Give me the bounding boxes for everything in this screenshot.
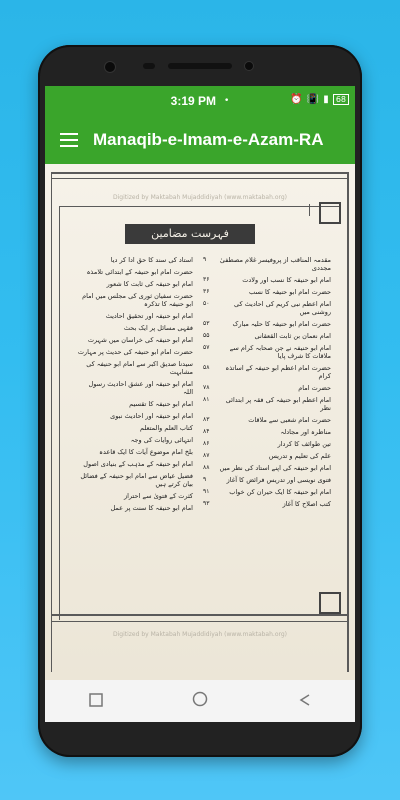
toc-entry-title: حضرت امام ابو حنیفہ کا حلیہ مبارک [232, 320, 331, 328]
back-icon [297, 693, 311, 707]
toc-entry-page: ۹۳ [203, 500, 210, 507]
home-icon [192, 691, 208, 707]
book-page [45, 164, 355, 680]
toc-entry-title: امام ابو حنیفہ اور عشق احادیث رسول اللہ [88, 380, 193, 396]
toc-entry-title: امام ابو حنیفہ کی خراسان میں شہرت [87, 336, 193, 344]
toc-entry-title: فقہی مسائل پر ایک بحث [123, 324, 193, 332]
toc-title: فہرست مضامین [125, 224, 255, 244]
toc-entry-title: امام نعمان بن ثابت القعقانی [254, 332, 331, 340]
toc-entry-title: کتب اصلاح کا آغاز [282, 500, 331, 508]
toc-entry [65, 380, 193, 396]
toc-entry [203, 384, 331, 392]
toc-entry-title: حضرت امام ابو حنیفہ کا نسب [248, 288, 331, 296]
toc-entry-title: فتوی نویسی اور تدریس فرائض کا آغاز [226, 476, 331, 484]
toc-entry [65, 348, 193, 356]
toc-entry-page: ۳۶ [203, 276, 210, 283]
toc-entry-page: ۸۷ [203, 452, 210, 459]
front-camera [104, 61, 116, 73]
toc-entry-title: امام ابو حنیفہ کی ثابت کا شعور [106, 280, 193, 288]
toc-entry [65, 256, 193, 264]
toc-left-column [65, 256, 193, 516]
toc-entry-page: ۸۱ [203, 396, 210, 403]
status-icons [290, 94, 349, 105]
corner-ornament-top [319, 202, 341, 224]
toc-entry-page: ۵۳ [203, 320, 210, 327]
toc-entry [203, 332, 331, 340]
toc-entry [203, 488, 331, 496]
toc-entry [203, 428, 331, 436]
toc-entry [65, 448, 193, 456]
toc-entry [65, 292, 193, 308]
toc-entry-title: مقدمہ المناقب از پروفیسر غلام مصطفیٰ مجددی [219, 256, 331, 272]
toc-entry-page: ۵۰ [203, 300, 210, 307]
toc-entry-title: امام ابو حنیفہ کا نسب اور ولادت [242, 276, 331, 284]
app-title: Manaqib-e-Imam-e-Azam-RA [93, 130, 324, 149]
toc-entry-title: حضرت سفیان ثوری کی مجلس میں امام ابو حنیفہ کا تذکرہ [82, 292, 193, 308]
toc-entry [65, 412, 193, 420]
frame-notch [309, 204, 310, 216]
frame-left-line [51, 172, 52, 672]
toc-entry-title: امام اعظم ابو حنیفہ کی فقہ پر ابتدائی نظر [225, 396, 331, 412]
system-nav-bar [45, 680, 355, 722]
frame-inner-top-line [59, 206, 341, 207]
toc-entry-page: ۹ [203, 476, 207, 483]
toc-entry [203, 320, 331, 328]
toc-entry-title: علم کی تعلیم و تدریس [268, 452, 331, 460]
toc-entry-title: امام ابو حنیفہ کے مذہب کے بنیادی اصول [83, 460, 193, 468]
book-page-viewer[interactable] [45, 164, 355, 680]
toc-entry [65, 400, 193, 408]
toc-entry-page: ۹ [203, 256, 207, 263]
toc-entry-page: ۵۸ [203, 364, 210, 371]
toc-entry [203, 256, 331, 272]
sensor [143, 63, 155, 69]
home-button[interactable] [192, 691, 208, 711]
toc-entry [65, 324, 193, 332]
frame-bottom-line [51, 614, 349, 616]
toc-entry-page: ۳۶ [203, 288, 210, 295]
earpiece [168, 63, 232, 69]
toc-entry [65, 312, 193, 320]
toc-entry-title: حضرت امام اعظم ابو حنیفہ کے اساتذہ کرام [225, 364, 331, 380]
toc-entry-title: امام ابو حنیفہ کا تقسیم [129, 400, 193, 408]
toc-entry-page: ۵۵ [203, 332, 210, 339]
toc-entry [65, 336, 193, 344]
toc-entry [65, 268, 193, 276]
toc-entry-title: فضیل عیاض سے امام ابو حنیفہ کے فضائل بیان کرتے ہیں [80, 472, 193, 488]
toc-entry-title: امام ابو حنیفہ اور احادیث نبوی [110, 412, 193, 420]
frame-inner-left-line [59, 206, 60, 620]
toc-entry [203, 364, 331, 380]
toc-entry-title: سیدنا صدیق اکبر سے امام ابو حنیفہ کی مشابہت [86, 360, 193, 376]
toc-entry-title: تین طوائف کا کردار [277, 440, 331, 448]
status-bar [45, 86, 355, 116]
toc-entry [65, 424, 193, 432]
toc-entry [203, 276, 331, 284]
toc-entry-page: ۷۸ [203, 384, 210, 391]
frame-right-line [347, 172, 349, 672]
toc-entry-title: امام ابو حنیفہ نے جن صحابہ کرام سے ملاقات کا شرف پایا [229, 344, 331, 360]
toc-entry-title: استاد کی سند کا حق ادا کر دیا [110, 256, 193, 264]
alarm-icon: ⏰ [290, 94, 303, 105]
toc-entry [203, 464, 331, 472]
proximity-sensor [244, 61, 254, 71]
toc-entry [65, 436, 193, 444]
status-dot: • [224, 96, 230, 106]
toc-entry-page: ۵۷ [203, 344, 210, 351]
toc-entry-title: امام ابو حنیفہ کا سنت پر عمل [110, 504, 193, 512]
toc-entry [65, 472, 193, 488]
signal-icon: ▮ [323, 94, 329, 105]
toc-entry [203, 440, 331, 448]
corner-ornament-bottom [319, 592, 341, 614]
toc-entry [203, 476, 331, 484]
toc-entry-page: ۸۸ [203, 464, 210, 471]
toc-entry [203, 500, 331, 508]
frame-top-line-2 [51, 178, 349, 179]
toc-entry-title: مناظرہ اور مجادلہ [280, 428, 331, 436]
recent-apps-button[interactable] [89, 692, 103, 711]
toc-entry-page: ۸۳ [203, 416, 210, 423]
toc-entry [203, 344, 331, 360]
status-time: 3:19 PM [170, 94, 217, 108]
hamburger-menu-button[interactable] [45, 133, 93, 147]
watermark-top: Digitized by Maktabah Mujaddidiyah (www.maktabah.org) [113, 194, 287, 201]
toc-entry [203, 300, 331, 316]
toc-entry-page: ۸۴ [203, 428, 210, 435]
toc-entry-title: امام ابو حنیفہ اور تحقیق احادیث [105, 312, 193, 320]
toc-entry-title: امام ابو حنیفہ کا ایک حیران کن خواب [229, 488, 331, 496]
toc-entry [65, 360, 193, 376]
toc-entry-title: حضرت امام [298, 384, 331, 392]
toc-entry [65, 492, 193, 500]
recent-apps-icon [89, 693, 103, 707]
watermark-bottom: Digitized by Maktabah Mujaddidiyah (www.maktabah.org) [113, 631, 287, 638]
toc-entry [203, 452, 331, 460]
toc-entry-page: ۸۶ [203, 440, 210, 447]
toc-entry-title: حضرت امام ابو حنیفہ کی حدیث پر مہارت [77, 348, 193, 356]
toc-entry [203, 288, 331, 296]
frame-bottom-line-2 [51, 621, 349, 622]
toc-entry-title: حضرت امام شعبی سے ملاقات [248, 416, 331, 424]
toc-entry-page: ۹۱ [203, 488, 210, 495]
toc-entry [203, 416, 331, 424]
toc-entry [203, 396, 331, 412]
toc-entry-title: امام ابو حنیفہ کی اپنے استاد کی نظر میں [219, 464, 331, 472]
toc-entry [65, 460, 193, 468]
hamburger-icon [60, 133, 78, 147]
toc-entry [65, 280, 193, 288]
back-button[interactable] [297, 692, 311, 711]
toc-entry [65, 504, 193, 512]
battery-icon: 68 [333, 94, 349, 105]
toc-entry-title: امام اعظم نبی کریم کی احادیث کی روشنی میں [234, 300, 331, 316]
vibrate-icon: 📳 [306, 94, 320, 105]
toc-right-column [203, 256, 331, 512]
toc-entry-title: کتاب العلم والمتعلم [140, 424, 193, 432]
app-bar [45, 116, 355, 164]
toc-entry-title: حضرت امام ابو حنیفہ کے ابتدائی تلامذہ [86, 268, 193, 276]
toc-entry-title: بلخ امام موضوع آیات کا ایک قاعدہ [99, 448, 193, 456]
frame-top-line [51, 172, 349, 174]
screen [45, 86, 355, 722]
toc-entry-title: انتہائی روایات کی وجہ [130, 436, 193, 444]
toc-entry-title: کثرت کے فتویٰ سے احتراز [123, 492, 193, 500]
